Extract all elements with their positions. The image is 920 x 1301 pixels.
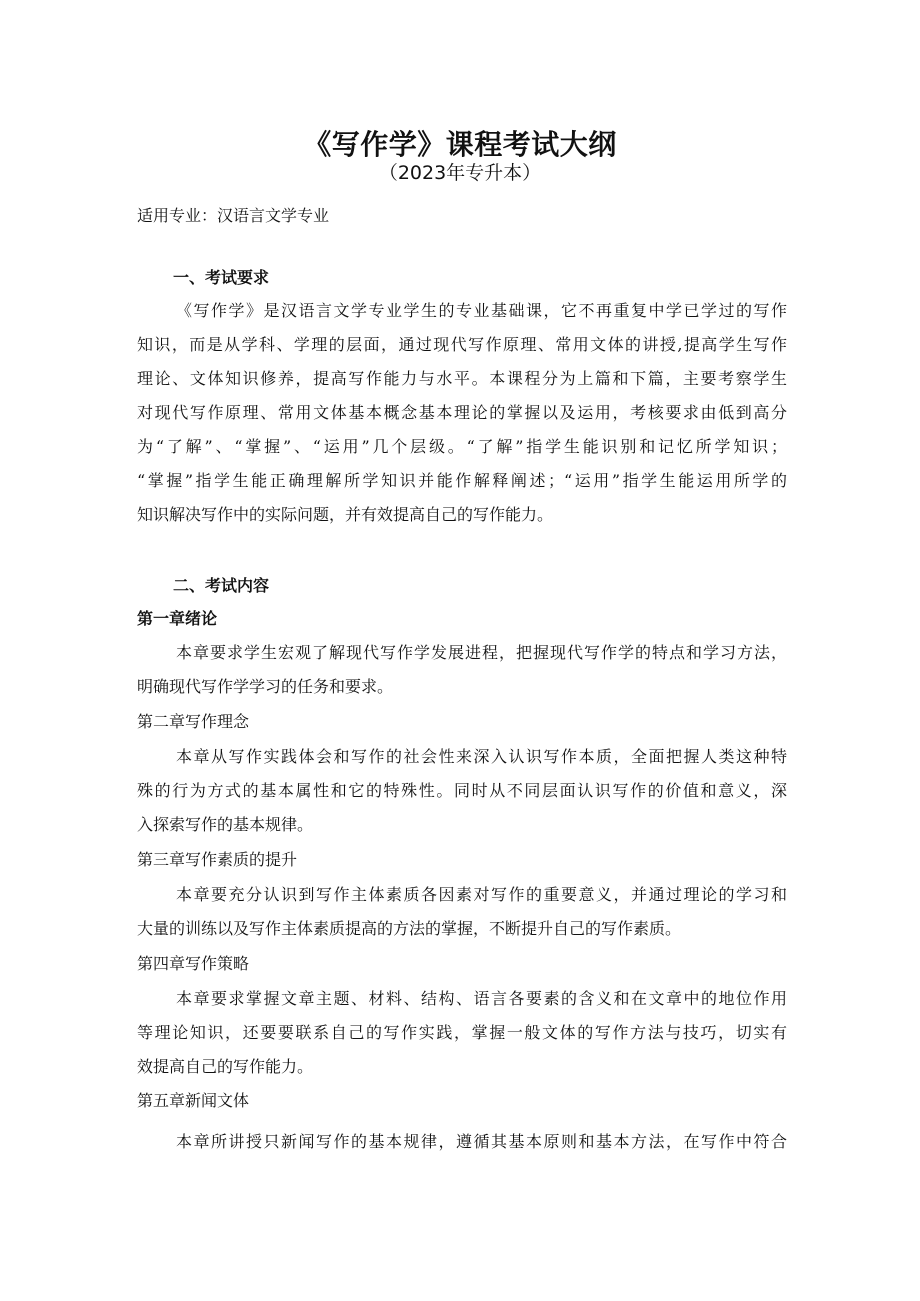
exam-requirements-line-4: 对现代写作原理、常用文体基本概念基本理论的掌握以及运用，考核要求由低到高分 <box>137 403 787 422</box>
chapter-4-line-1: 本章要求掌握文章主题、材料、结构、语言各要素的含义和在文章中的地位作用 <box>176 989 787 1008</box>
chapter-3-line-1: 本章要充分认识到写作主体素质各因素对写作的重要意义，并通过理论的学习和 <box>176 885 787 904</box>
exam-requirements-line-6: “掌握”指学生能正确理解所学知识并能作解释阐述；“运用”指学生能运用所学的 <box>137 471 787 490</box>
chapter-title-3: 第三章写作素质的提升 <box>137 850 298 869</box>
exam-requirements-line-1: 《写作学》是汉语言文学专业学生的专业基础课，它不再重复中学已学过的写作 <box>176 301 787 320</box>
exam-requirements-line-7: 知识解决写作中的实际问题，并有效提高自己的写作能力。 <box>137 505 554 524</box>
chapter-title-1: 第一章绪论 <box>137 609 218 628</box>
chapter-title-4: 第四章写作策略 <box>137 954 250 973</box>
exam-requirements-line-2: 知识，而是从学科、学理的层面，通过现代写作原理、常用文体的讲授,提高学生写作 <box>137 335 787 354</box>
chapter-3-line-2: 大量的训练以及写作主体素质提高的方法的掌握，不断提升自己的写作素质。 <box>137 919 682 938</box>
chapter-1-line-1: 本章要求学生宏观了解现代写作学发展进程，把握现代写作学的特点和学习方法， <box>176 643 787 662</box>
section-heading-exam-requirements: 一、考试要求 <box>173 268 270 287</box>
chapter-title-5: 第五章新闻文体 <box>137 1091 250 1110</box>
section-heading-exam-content: 二、考试内容 <box>173 576 270 595</box>
document-subtitle: （2023年专升本） <box>378 162 542 184</box>
chapter-2-line-3: 入探索写作的基本规律。 <box>137 815 314 834</box>
chapter-5-line-1: 本章所讲授只新闻写作的基本规律，遵循其基本原则和基本方法，在写作中符合 <box>176 1132 787 1151</box>
chapter-4-line-3: 效提高自己的写作能力。 <box>137 1057 314 1076</box>
chapter-4-line-2: 等理论知识，还要要联系自己的写作实践，掌握一般文体的写作方法与技巧，切实有 <box>137 1023 787 1042</box>
chapter-title-2: 第二章写作理念 <box>137 712 250 731</box>
chapter-2-line-1: 本章从写作实践体会和写作的社会性来深入认识写作本质，全面把握人类这种特 <box>176 747 787 766</box>
exam-requirements-line-5: 为“了解”、“掌握”、“运用”几个层级。“了解”指学生能识别和记忆所学知识； <box>137 437 787 456</box>
chapter-2-line-2: 殊的行为方式的基本属性和它的特殊性。同时从不同层面认识写作的价值和意义，深 <box>137 781 787 800</box>
exam-requirements-line-3: 理论、文体知识修养，提高写作能力与水平。本课程分为上篇和下篇，主要考察学生 <box>137 369 787 388</box>
document-title: 《写作学》课程考试大纲 <box>303 127 617 161</box>
chapter-1-line-2: 明确现代写作学学习的任务和要求。 <box>137 677 394 696</box>
applicable-major: 适用专业：汉语言文学专业 <box>137 206 330 225</box>
